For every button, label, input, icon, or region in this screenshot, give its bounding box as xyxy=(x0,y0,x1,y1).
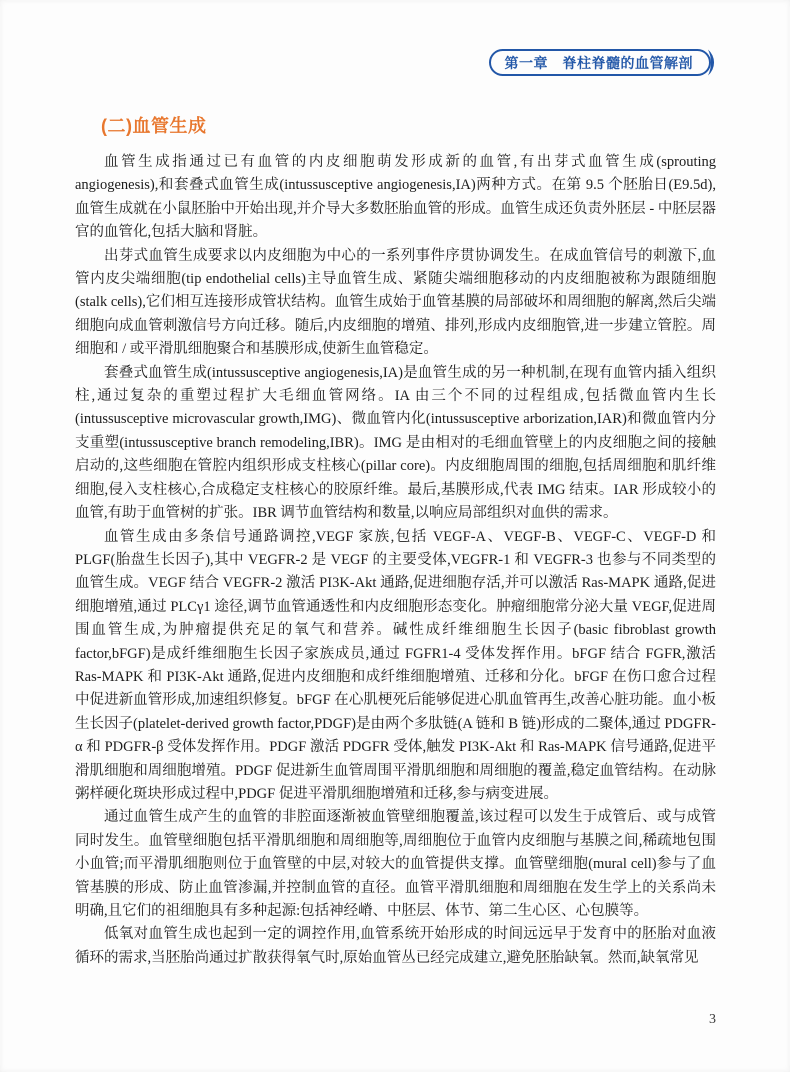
paragraph-signaling-pathways: 血管生成由多条信号通路调控,VEGF 家族,包括 VEGF-A、VEGF-B、VEGF-C、VEGF-D 和 PLGF(胎盘生长因子),其中 VEGFR-2 是 VEGF 的主要受体,VEGFR-1 和 VEGFR-3 也参与不同类型的血管生成。VEGF 结合 VEGFR-2 激活 PI3K-Akt 通路,促进细胞存活,并可以激活 Ras-MAPK 通路,促进细胞增殖,通过 PLCγ1 途径,调节血管通透性和内皮细胞形态变化。肿瘤细胞常分泌大量 VEGF,促进周围血管生成,为肿瘤提供充足的氧气和营养。碱性成纤维细胞生长因子(basic fibroblast growth factor,bFGF)是成纤维细胞生长因子家族成员,通过 FGFR1-4 受体发挥作用。bFGF 结合 FGFR,激活 Ras-MAPK 和 PI3K-Akt 通路,促进内皮细胞和成纤维细胞增殖、迁移和分化。bFGF 在伤口愈合过程中促进新血管形成,加速组织修复。bFGF 在心肌梗死后能够促进心肌血管再生,改善心脏功能。血小板生长因子(platelet-derived growth factor,PDGF)是由两个多肽链(A 链和 B 链)形成的二聚体,通过 PDGFR-α 和 PDGFR-β 受体发挥作用。PDGF 激活 PDGFR 受体,触发 PI3K-Akt 和 Ras-MAPK 信号通路,促进平滑肌细胞和周细胞增殖。PDGF 促进新生血管周围平滑肌细胞和周细胞的覆盖,稳定血管结构。在动脉粥样硬化斑块形成过程中,PDGF 促进平滑肌细胞增殖和迁移,参与病变进展。 xyxy=(75,528,716,802)
paragraph-sprouting-mechanism: 出芽式血管生成要求以内皮细胞为中心的一系列事件序贯协调发生。在成血管信号的刺激下,血管内皮尖端细胞(tip endothelial cells)主导血管生成、紧随尖端细胞移动的内皮细胞被称为跟随细胞(stalk cells),它们相互连接形成管状结构。血管生成始于血管基膜的局部破坏和周细胞的解离,然后尖端细胞向成血管刺激信号方向迁移。随后,内皮细胞的增殖、排列,形成内皮细胞管,进一步建立管腔。周细胞和 / 或平滑肌细胞聚合和基膜形成,使新生血管稳定。 xyxy=(75,247,716,358)
page-body xyxy=(75,112,716,970)
page-number: 3 xyxy=(709,1012,716,1027)
chapter-header-badge xyxy=(489,49,721,76)
paragraph-hypoxia-regulation: 低氧对血管生成也起到一定的调控作用,血管系统开始形成的时间远远早于发育中的胚胎对血液循环的需求,当胚胎尚通过扩散获得氧气时,原始血管丛已经完成建立,避免胚胎缺氧。然而,缺氧常见 xyxy=(75,926,716,966)
chapter-title: 第一章 脊柱脊髓的血管解剖 xyxy=(504,54,693,71)
paragraph-intussusceptive-angiogenesis: 套叠式血管生成(intussusceptive angiogenesis,IA)是血管生成的另一种机制,在现有血管内插入组织柱,通过复杂的重塑过程扩大毛细血管网络。IA 由三个不同的过程组成,包括微血管内生长(intussusceptive microvascular growth,IMG)、微血管内化(intussusceptive arborization,IAR)和微血管内分支重塑(intussusceptive branch remodeling,IBR)。IMG 是由相对的毛细血管壁上的内皮细胞之间的接触启动的,这些细胞在管腔内组织形成支柱核心(pillar core)。内皮细胞周围的细胞,包括周细胞和肌纤维细胞,侵入支柱核心,合成稳定支柱核心的胶原纤维。最后,基膜形成,代表 IMG 结束。IAR 形成较小的血管,有助于血管树的扩张。IBR 调节血管结构和数量,以响应局部组织对血供的需求。 xyxy=(75,364,716,522)
chapter-badge-pill xyxy=(489,49,712,76)
paragraph-sprouting-overview: 血管生成指通过已有血管的内皮细胞萌发形成新的血管,有出芽式血管生成(sprouting angiogenesis),和套叠式血管生成(intussusceptive angiogenesis,IA)两种方式。在第 9.5 个胚胎日(E9.5d),血管生成就在小鼠胚胎中开始出现,并介导大多数胚胎血管的形成。血管生成还负责外胚层 - 中胚层器官的血管化,包括大脑和肾脏。 xyxy=(75,154,716,241)
section-heading: (二)血管生成 xyxy=(101,116,207,136)
badge-crescent-icon xyxy=(705,49,720,76)
paragraph-mural-cells: 通过血管生成产生的血管的非腔面逐渐被血管壁细胞覆盖,该过程可以发生于成管后、或与成管同时发生。血管壁细胞包括平滑肌细胞和周细胞等,周细胞位于血管内皮细胞与基膜之间,稀疏地包围小血管;而平滑肌细胞则位于血管壁的中层,对较大的血管提供支撑。血管壁细胞(mural cell)参与了血管基膜的形成、防止血管渗漏,并控制血管的直径。血管平滑肌细胞和周细胞在发生学上的关系尚未明确,且它们的祖细胞具有多种起源:包括神经嵴、中胚层、体节、第二生心区、心包膜等。 xyxy=(75,809,716,919)
